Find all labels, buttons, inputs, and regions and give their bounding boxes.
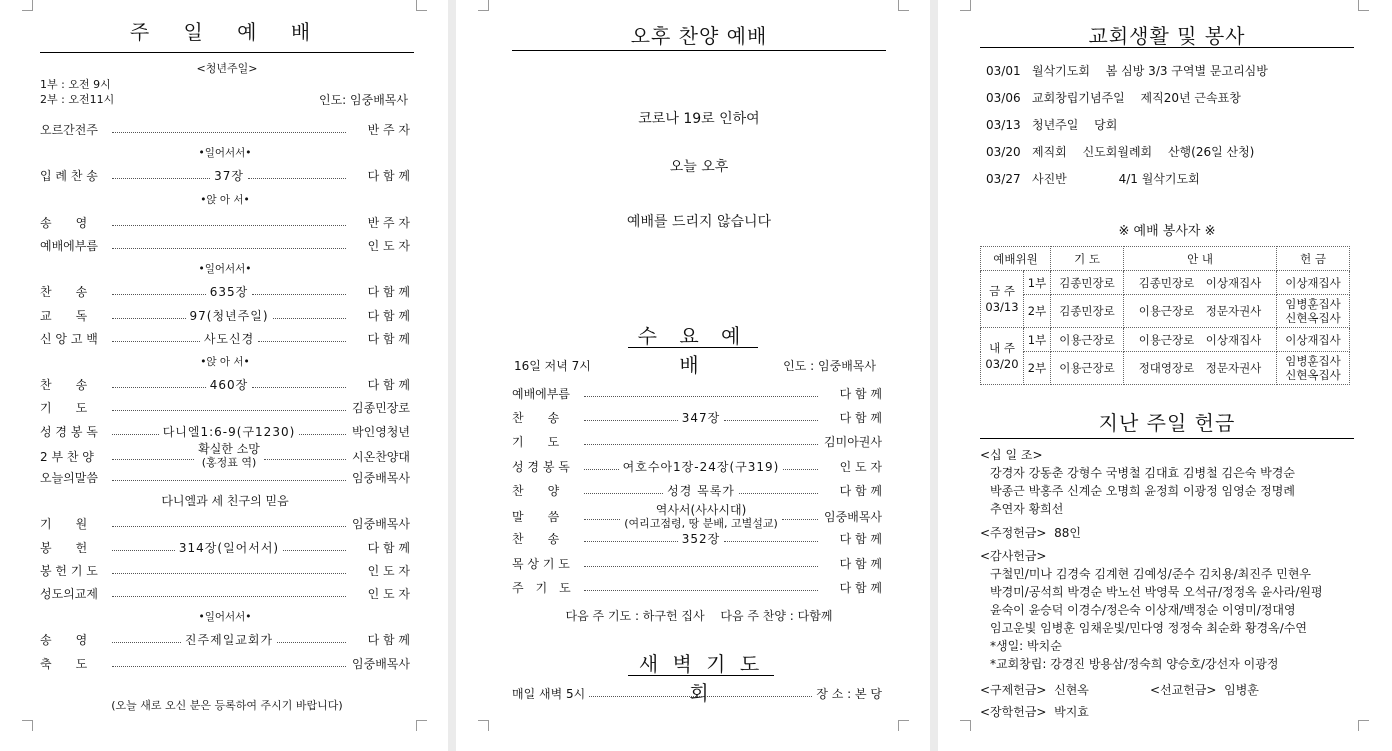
- order-item-label: 성 경 봉 독: [40, 424, 98, 439]
- order-item-person: 다 함 께: [367, 169, 410, 184]
- order-item-label: 봉 헌 기 도: [40, 563, 98, 578]
- thanks-names: 구철민/미나 김경숙 김계현 김예성/준수 김치용/최진주 민현우 박경미/공석희 박경순 박노선 박영묵 오석규/정정옥 윤사라/원평 윤숙이 윤승덕 이경수/정은숙 이상재/백정순 이영미/정대영 임고운빛 임병훈 임채운빛/민다영 정정숙 최순화 황경옥/수연 *생일: 박치순 *교회창립: 강경진 방용삼/정숙희 양승호/강선자 이광정: [990, 567, 1323, 671]
- weekly-count: 88인: [1054, 526, 1081, 540]
- week1-part-2: 2부: [1024, 295, 1051, 328]
- event-date: 03/06: [986, 91, 1021, 105]
- wednesday-rule: [628, 347, 758, 348]
- order-item-person: 임중배목사: [352, 471, 410, 486]
- sunday-subtitle: <청년주일>: [196, 62, 258, 75]
- table-row: [981, 328, 1350, 352]
- order-item-detail: 347장: [681, 410, 721, 425]
- week2-prayer-2: 이용근장로: [1051, 352, 1124, 385]
- order-row: [512, 454, 882, 478]
- order-item-person: 다 함 께: [367, 378, 410, 393]
- week2-offering-1: 이상재집사: [1277, 328, 1350, 352]
- order-item-person: 임중배목사: [352, 517, 410, 532]
- relief-offering: <구제헌금> 신현옥: [980, 683, 1089, 697]
- order-item-person: 다 함 께: [367, 285, 410, 300]
- order-item-label: 2 부 찬 양: [40, 449, 94, 464]
- service-time-1: 1부 : 오전 9시: [40, 78, 111, 91]
- order-item-label: 신 앙 고 백: [40, 331, 98, 346]
- week2-part-2: 2부: [1024, 352, 1051, 385]
- note-text: 다니엘과 세 친구의 믿음: [161, 494, 289, 509]
- order-row: [40, 304, 410, 327]
- order-item-label: 기 원: [40, 517, 88, 532]
- order-item-label: 입 례 찬 송: [40, 169, 98, 184]
- page-church-life: [938, 0, 1392, 751]
- order-item-label: 오르간전주: [40, 123, 98, 138]
- event-date: 03/27: [986, 172, 1021, 186]
- order-note: [40, 350, 410, 373]
- event-item: [986, 143, 1254, 160]
- event-item: [986, 62, 1268, 79]
- order-item-label: 오늘의말씀: [40, 471, 98, 486]
- note-text: •앉 아 서•: [200, 193, 250, 206]
- wednesday-time: 16일 저녁 7시: [514, 359, 591, 373]
- header-offering: 헌 금: [1277, 247, 1350, 271]
- tithe-names: 강경자 강동춘 강형수 국병철 김대효 김병철 김은숙 박경순 박종근 박홍주 신계순 오명희 윤정희 이광정 임영순 정명례 추연자 황희선: [990, 466, 1295, 516]
- order-item-label: 찬 송: [40, 285, 88, 300]
- order-row: [40, 466, 410, 489]
- wednesday-leader: 인도 : 임중배목사: [783, 359, 876, 373]
- event-date: 03/01: [986, 64, 1021, 78]
- order-item-person: 다 함 께: [839, 556, 882, 571]
- dawn-rule: [628, 675, 774, 676]
- order-row: [512, 478, 882, 502]
- order-row: [40, 420, 410, 443]
- order-item-person: 인 도 자: [367, 563, 410, 578]
- order-item-detail: 635장: [209, 285, 249, 300]
- event-date: 03/20: [986, 145, 1021, 159]
- order-item-detail: 사도신경: [203, 331, 255, 346]
- event-item: [986, 116, 1117, 133]
- church-life-rule: [980, 47, 1354, 48]
- sunday-worship-title: 주 일 예 배: [129, 20, 325, 44]
- order-row: [40, 234, 410, 257]
- order-note: [40, 141, 410, 164]
- wednesday-next-week: 다음 주 기도 : 하구헌 집사 다음 주 찬양 : 다함께: [565, 609, 833, 623]
- event-date: 03/13: [986, 118, 1021, 132]
- title-rule: [40, 52, 414, 53]
- dawn-time: 매일 새벽 5시: [512, 686, 586, 701]
- order-item-person: 반 주 자: [367, 215, 410, 230]
- page-sunday-worship: [0, 0, 448, 751]
- mission-offering: <선교헌금> 임병훈: [1150, 683, 1259, 697]
- order-item-label: 송 영: [40, 633, 88, 648]
- servers-title: ※ 예배 봉사자 ※: [1118, 224, 1216, 239]
- week1-offering-1: 이상재집사: [1277, 271, 1350, 295]
- week2-label: 내 주 03/20: [981, 328, 1024, 385]
- order-item-label: 기 도: [40, 401, 88, 416]
- week1-label: 금 주 03/13: [981, 271, 1024, 328]
- order-item-label: 주 기 도: [512, 581, 571, 596]
- week1-prayer-2: 김종민장로: [1051, 295, 1124, 328]
- order-note: [40, 188, 410, 211]
- order-item-person: 김미아권사: [824, 435, 882, 450]
- order-note: [40, 605, 410, 628]
- service-time-2: 2부 : 오전11시: [40, 93, 115, 106]
- order-item-detail: 352장: [681, 532, 721, 547]
- order-row: [512, 430, 882, 454]
- event-text: 월삭기도회 봄 심방 3/3 구역별 문고리심방: [1032, 64, 1268, 78]
- afternoon-worship-title: 오후 찬양 예배: [630, 24, 768, 48]
- order-item-person: 인 도 자: [839, 459, 882, 474]
- order-row: [40, 582, 410, 605]
- event-text: 청년주일 당회: [1032, 118, 1118, 132]
- notice-line-3: 예배를 드리지 않습니다: [626, 214, 772, 230]
- servers-table-header: [981, 247, 1350, 271]
- order-row: [512, 405, 882, 429]
- event-text: 제직회 신도회월례회 산행(26일 산청): [1032, 145, 1255, 159]
- week2-guide-1: 이용근장로 이상재집사: [1124, 328, 1277, 352]
- order-item-label: 송 영: [40, 215, 88, 230]
- thanks-section: [980, 547, 1370, 673]
- order-row: [40, 536, 410, 559]
- dawn-prayer-row: [512, 684, 882, 702]
- order-item-label: 찬 송: [512, 532, 560, 547]
- order-item-label: 교 독: [40, 308, 88, 323]
- notice-line-1: 코로나 19로 인하여: [638, 111, 760, 127]
- note-text: •일어서서•: [198, 147, 252, 160]
- order-item-person: 인 도 자: [367, 587, 410, 602]
- offering-title: 지난 주일 헌금: [1098, 411, 1236, 435]
- order-row: [512, 575, 882, 599]
- order-row: [512, 381, 882, 405]
- order-item-detail: 다니엘1:6-9(구1230): [162, 424, 296, 439]
- order-note: [40, 257, 410, 280]
- order-item-label: 성 경 봉 독: [512, 459, 570, 474]
- church-life-title: 교회생활 및 봉사: [1088, 24, 1246, 48]
- order-item-person: 시온찬양대: [352, 449, 410, 464]
- order-item-label: 예배에부름: [40, 239, 98, 254]
- order-row: [40, 559, 410, 582]
- order-item-detail: 460장: [209, 378, 249, 393]
- page-afternoon-wednesday: [456, 0, 930, 751]
- table-row: [981, 271, 1350, 295]
- tithe-label: <십 일 조>: [980, 448, 1043, 462]
- order-item-person: 다 함 께: [839, 410, 882, 425]
- afternoon-rule: [512, 50, 886, 51]
- order-row: [40, 396, 410, 419]
- note-text: •일어서서•: [198, 263, 252, 276]
- note-text: •앉 아 서•: [200, 356, 250, 369]
- order-item-person: 인 도 자: [367, 239, 410, 254]
- order-item-label: 말 씀: [512, 510, 560, 525]
- order-item-detail: 37장: [214, 169, 244, 184]
- week1-guide-2: 이용근장로 정문자권사: [1124, 295, 1277, 328]
- order-item-person: 다 함 께: [839, 581, 882, 596]
- order-item-person: 다 함 께: [367, 540, 411, 555]
- order-item-detail: 확실한 소망 (홍정표 역): [198, 442, 260, 470]
- order-item-label: 성도의교제: [40, 587, 98, 602]
- order-row: [512, 551, 882, 575]
- order-item-person: 다 함 께: [367, 308, 411, 323]
- order-item-label: 기 도: [512, 435, 560, 450]
- scholarship-offering: <장학헌금> 박지효: [980, 705, 1089, 719]
- offering-rule: [980, 438, 1354, 439]
- wednesday-worship-title: 수 요 예 배: [637, 324, 749, 377]
- week1-prayer-1: 김종민장로: [1051, 271, 1124, 295]
- order-note: [40, 489, 410, 512]
- order-row: [40, 327, 410, 350]
- order-item-person: 박인영청년: [352, 424, 410, 439]
- order-item-detail: 진주제일교회가: [184, 633, 274, 648]
- header-guide: 안 내: [1124, 247, 1277, 271]
- order-item-detail: 314장(일어서서): [178, 540, 280, 555]
- order-row: [40, 164, 410, 187]
- order-item-person: 다 함 께: [839, 386, 882, 401]
- order-item-person: 김종민장로: [352, 401, 410, 416]
- order-item-label: 예배에부름: [512, 386, 570, 401]
- week1-part-1: 1부: [1024, 271, 1051, 295]
- week1-offering-2: 임병훈집사 신현옥집사: [1277, 295, 1350, 328]
- notice-line-2: 오늘 오후: [669, 159, 729, 175]
- order-row: [40, 512, 410, 535]
- order-item-person: 다 함 께: [839, 483, 882, 498]
- table-row: [981, 352, 1350, 385]
- order-row: [40, 652, 410, 675]
- order-item-person: 다 함 께: [367, 331, 410, 346]
- header-committee: 예배위원: [981, 247, 1051, 271]
- sunday-footer: (오늘 새로 오신 분은 등록하여 주시기 바랍니다): [111, 699, 343, 712]
- order-row: [512, 527, 882, 551]
- week2-part-1: 1부: [1024, 328, 1051, 352]
- order-item-person: 임중배목사: [824, 510, 883, 525]
- servers-table: [980, 246, 1350, 385]
- order-item-label: 축 도: [40, 656, 88, 671]
- order-item-label: 목 상 기 도: [512, 556, 570, 571]
- order-item-detail: 97(청년주일): [189, 308, 269, 323]
- order-item-label: 찬 송: [512, 410, 560, 425]
- order-row: [40, 280, 410, 303]
- sunday-leader: 인도: 임중배목사: [318, 93, 408, 107]
- order-row: [40, 118, 410, 141]
- order-row: [40, 373, 410, 396]
- order-item-label: 찬 송: [40, 378, 88, 393]
- event-text: 교회창립기념주일 제직20년 근속표창: [1032, 91, 1241, 105]
- order-row: [40, 211, 410, 234]
- event-item: [986, 89, 1241, 106]
- order-item-detail: 성경 목록가: [667, 483, 735, 498]
- order-item-person: 임중배목사: [352, 656, 410, 671]
- order-row: [40, 628, 410, 651]
- week2-offering-2: 임병훈집사 신현옥집사: [1277, 352, 1350, 385]
- order-item-detail: 역사서(사사시대) (여리고점령, 땅 분배, 고별설교): [624, 502, 778, 530]
- header-prayer: 기 도: [1051, 247, 1124, 271]
- thanks-label: <감사헌금>: [980, 549, 1047, 563]
- note-text: •일어서서•: [198, 611, 252, 624]
- order-item-person: 다 함 께: [839, 532, 882, 547]
- order-item-label: 찬 양: [512, 483, 560, 498]
- event-text: 사진반 4/1 월삭기도회: [1032, 172, 1200, 186]
- dawn-place: 장 소 : 본 당: [816, 686, 882, 701]
- table-row: [981, 295, 1350, 328]
- week2-guide-2: 정대영장로 정문자권사: [1124, 352, 1277, 385]
- week2-prayer-1: 이용근장로: [1051, 328, 1124, 352]
- event-item: [986, 170, 1200, 187]
- weekly-offering: <주정헌금> 88인: [980, 526, 1081, 540]
- order-item-person: 다 함 께: [367, 633, 410, 648]
- week1-guide-1: 김종민장로 이상재집사: [1124, 271, 1277, 295]
- dawn-prayer-title: 새 벽 기 도 회: [638, 652, 764, 705]
- order-item-person: 반 주 자: [367, 123, 410, 138]
- tithe-section: [980, 446, 1370, 518]
- order-item-label: 봉 헌: [40, 540, 88, 555]
- order-item-detail: 여호수아1장-24장(구319): [622, 459, 780, 474]
